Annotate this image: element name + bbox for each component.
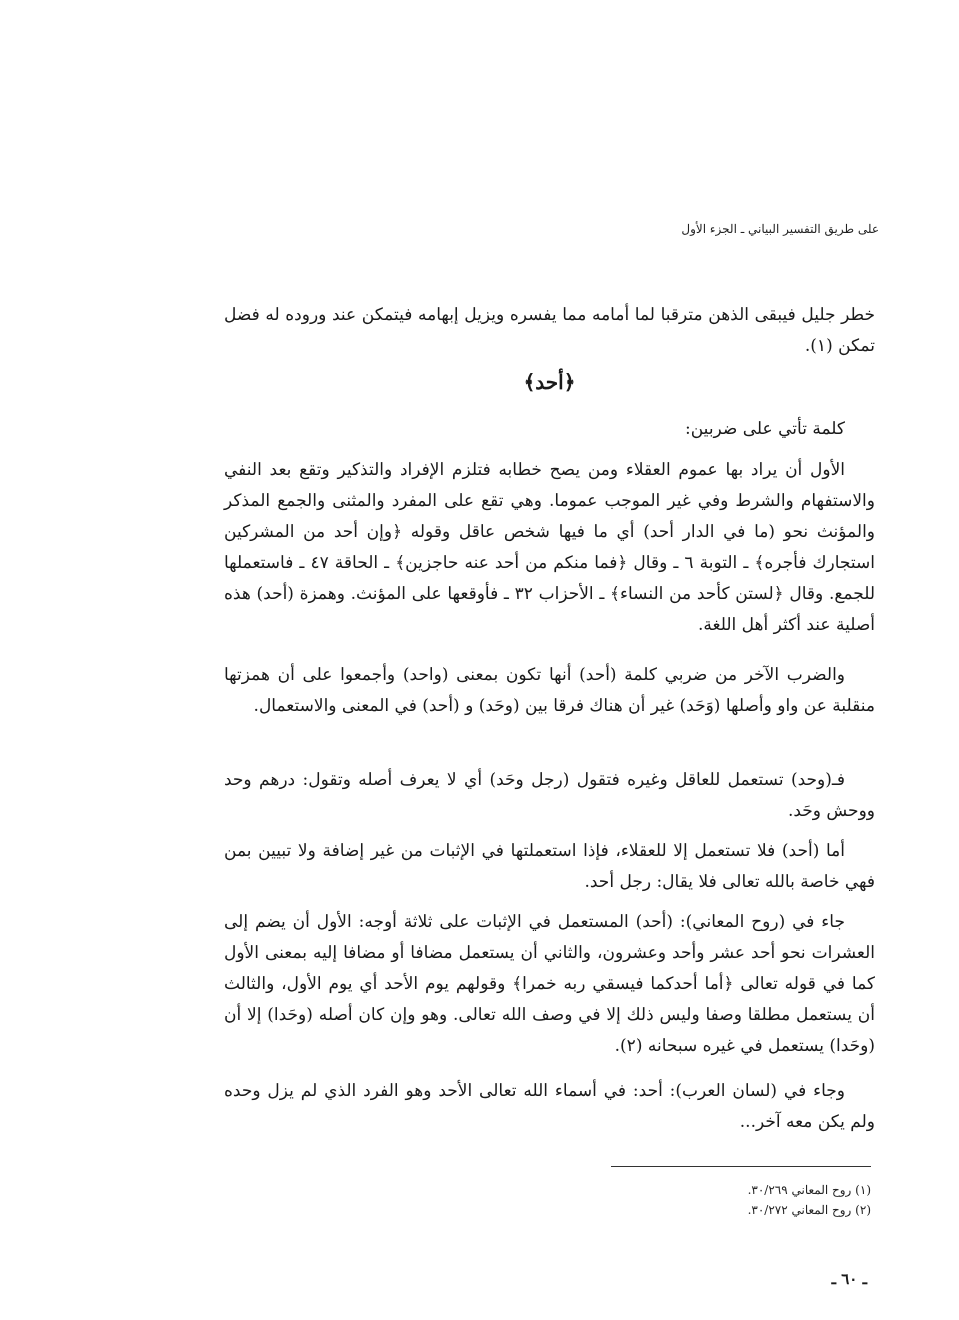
- continuation-text: خطر جليل فيبقى الذهن مترقبا لما أمامه مما يفسره ويزيل إبهامه فيتمكن عند وروده له فضل تمكن (١).: [224, 305, 875, 356]
- page-number: ـ ٦٠ ـ: [831, 1270, 867, 1288]
- paragraph-ruh-al-maani: [224, 907, 875, 1062]
- section-heading: ﴿أحد﴾: [523, 370, 576, 394]
- paragraph-second-type: [224, 660, 875, 722]
- footnote-divider: [611, 1166, 871, 1167]
- paragraph-wahad-usage: [224, 765, 875, 827]
- paragraph-ahad-usage: [224, 836, 875, 898]
- footnote-2: (٢) روح المعاني ٣٠/٢٧٢.: [747, 1203, 871, 1217]
- paragraph-text: الأول أن يراد بها عموم العقلاء ومن يصح خطابه فتلزم الإفراد والتذكير وتقع بعد النفي والاستفهام والشرط وفي غير الموجب عموما. وهي تقع على المفرد والمثنى والجمع المذكر والمؤنث نحو (ما في الدار أحد) أي ما فيها شخص عاقل وقوله ﴿وإن أحد من المشركين استجارك فأجره﴾ ـ التوبة ٦ ـ وقال ﴿فما منكم من أحد عنه حاجزين﴾ ـ الحاقة ٤٧ ـ فاستعملها للجمع. وقال ﴿لستن كأحد من النساء﴾ ـ الأحزاب ٣٢ ـ فأوقعها على المؤنث. وهمزة (أحد) هذه أصلية عند أكثر أهل اللغة.: [224, 460, 876, 635]
- paragraph-text: وجاء في (لسان العرب): أحد: في أسماء الله تعالى الأحد وهو الفرد الذي لم يزل وحده ولم يكن معه آخر...: [224, 1081, 875, 1132]
- paragraph-lisan-al-arab: [224, 1076, 875, 1138]
- paragraph-first-type: [224, 455, 875, 641]
- running-header: على طريق التفسير البياني ـ الجزء الأول: [681, 222, 879, 236]
- footnotes: [748, 1180, 871, 1220]
- intro-paragraph: [224, 414, 875, 445]
- intro-text: كلمة تأتي على ضربين:: [685, 419, 845, 439]
- paragraph-text: فـ(وحد) تستعمل للعاقل وغيره فتقول (رجل وحَد) أي لا يعرف أصله وتقول: درهم وحد ووحش وحَد.: [224, 770, 875, 821]
- footnote-1: (١) روح المعاني ٣٠/٢٦٩.: [747, 1183, 871, 1197]
- continuation-paragraph: [224, 300, 875, 362]
- paragraph-text: أما (أحد) فلا تستعمل إلا للعقلاء، فإذا استعملتها في الإثبات من غير إضافة ولا تبيين بمن فهي خاصة بالله تعالى فلا يقال: رجل أحد.: [224, 841, 875, 892]
- paragraph-text: والضرب الآخر من ضربي كلمة (أحد) أنها تكون بمعنى (واحد) وأجمعوا على أن همزتها منقلبة عن واو وأصلها (وَحَد) غير أن هناك فرقا بين (وحَد) و (أحد) في المعنى والاستعمال.: [224, 665, 875, 716]
- paragraph-text: جاء في (روح المعاني): (أحد) المستعمل في الإثبات على ثلاثة أوجه: الأول أن يضم إلى العشرات نحو أحد عشر وأحد وعشرون، والثاني أن يستعمل مضافا أو مضافا إليه بمعنى الأول كما في قوله تعالى ﴿أما أحدكما فيسقي ربه خمرا﴾ وقولهم يوم الأحد أي يوم الأول، والثالث أن يستعمل مطلقا وصفا وليس ذلك إلا في وصف الله تعالى. وهو وإن كان أصله (وحَدا) إلا أن (وحَدا) يستعمل في غيره سبحانه (٢).: [224, 912, 875, 1056]
